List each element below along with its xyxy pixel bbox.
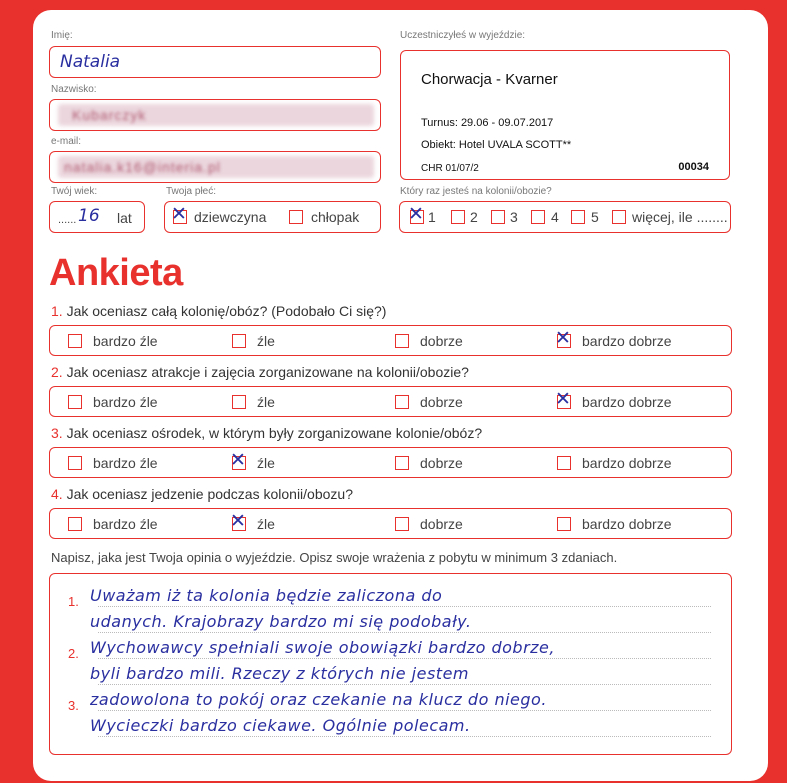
question-3-option-label: bardzo dobrze xyxy=(582,455,672,471)
question-3-text xyxy=(51,425,482,441)
check-mark-icon: ✕ xyxy=(171,203,187,225)
question-number: 1. xyxy=(51,303,63,319)
question-number: 3. xyxy=(51,425,63,441)
question-3-option-label: źle xyxy=(257,455,275,471)
check-mark-icon: ✕ xyxy=(408,203,424,225)
opinion-line-6: Wycieczki bardzo ciekawe. Ogólnie polecam. xyxy=(90,716,471,735)
question-3-checkbox-3[interactable] xyxy=(395,456,409,470)
times-option-3: 3 xyxy=(510,209,518,225)
question-3-checkbox-2[interactable] xyxy=(230,449,246,471)
opinion-dotted-line xyxy=(98,658,711,659)
question-4-option-label: bardzo źle xyxy=(93,516,158,532)
question-4-options xyxy=(49,508,732,539)
survey-card xyxy=(33,10,768,781)
wiek-field[interactable] xyxy=(49,201,145,233)
times-checkbox-1[interactable] xyxy=(408,203,424,225)
opinion-box[interactable] xyxy=(49,573,732,755)
times-option-1: 1 xyxy=(428,209,436,225)
opinion-dotted-line xyxy=(98,710,711,711)
imie-value: Natalia xyxy=(60,52,121,72)
question-2-options xyxy=(49,386,732,417)
question-3-option-label: dobrze xyxy=(420,455,463,471)
times-option-more: więcej, ile ........ xyxy=(632,209,728,225)
question-number: 4. xyxy=(51,486,63,502)
opinion-dotted-line xyxy=(98,632,711,633)
wiek-dots: ...... xyxy=(58,214,77,226)
trip-destination: Chorwacja - Kvarner xyxy=(421,71,558,88)
nazwisko-label: Nazwisko: xyxy=(51,84,97,95)
question-4-checkbox-3[interactable] xyxy=(395,517,409,531)
times-checkbox-5[interactable] xyxy=(571,210,585,224)
wiek-value: 16 xyxy=(78,206,100,226)
question-2-checkbox-3[interactable] xyxy=(395,395,409,409)
times-label: Który raz jesteś na kolonii/obozie? xyxy=(400,186,552,197)
question-label: Jak oceniasz ośrodek, w którym były zorganizowane kolonie/obóz? xyxy=(66,425,483,441)
plec-field xyxy=(164,201,381,233)
question-2-option-label: źle xyxy=(257,394,275,410)
question-2-option-label: dobrze xyxy=(420,394,463,410)
plec-option-dziewczyna: dziewczyna xyxy=(194,209,267,225)
trip-code: CHR 01/07/2 xyxy=(421,163,479,174)
times-option-4: 4 xyxy=(551,209,559,225)
email-label: e-mail: xyxy=(51,136,82,147)
opinion-line-3: Wychowawcy spełniali swoje obowiązki bardzo dobrze, xyxy=(90,638,555,657)
plec-checkbox-dziewczyna[interactable] xyxy=(171,203,187,225)
opinion-dotted-line xyxy=(98,736,711,737)
question-1-option-label: źle xyxy=(257,333,275,349)
question-4-checkbox-4[interactable] xyxy=(557,517,571,531)
email-field[interactable] xyxy=(49,151,381,183)
opinion-line-4: byli bardzo mili. Rzeczy z których nie jestem xyxy=(90,664,469,683)
opinion-dotted-line xyxy=(98,684,711,685)
survey-title: Ankieta xyxy=(49,252,183,294)
times-checkbox-4[interactable] xyxy=(531,210,545,224)
opinion-prompt: Napisz, jaka jest Twoja opinia o wyjeździe. Opisz swoje wrażenia z pobytu w minimum 3 zdaniach. xyxy=(51,550,618,565)
trip-label: Uczestniczyłeś w wyjeździe: xyxy=(400,30,526,41)
question-3-checkbox-1[interactable] xyxy=(68,456,82,470)
check-mark-icon: ✕ xyxy=(230,510,246,532)
question-3-options xyxy=(49,447,732,478)
times-option-5: 5 xyxy=(591,209,599,225)
question-1-option-label: bardzo dobrze xyxy=(582,333,672,349)
times-checkbox-3[interactable] xyxy=(491,210,505,224)
question-1-checkbox-3[interactable] xyxy=(395,334,409,348)
question-3-option-label: bardzo źle xyxy=(93,455,158,471)
plec-option-chlopak: chłopak xyxy=(311,209,360,225)
nazwisko-field[interactable] xyxy=(49,99,381,131)
question-4-option-label: dobrze xyxy=(420,516,463,532)
opinion-dotted-line xyxy=(98,606,711,607)
question-1-option-label: dobrze xyxy=(420,333,463,349)
question-label: Jak oceniasz atrakcje i zajęcia zorganizowane na kolonii/obozie? xyxy=(66,364,469,380)
imie-label: Imię: xyxy=(51,30,73,41)
trip-obiekt: Obiekt: Hotel UVALA SCOTT** xyxy=(421,139,572,151)
question-4-text xyxy=(51,486,353,502)
trip-turnus: Turnus: 29.06 - 09.07.2017 xyxy=(421,117,554,129)
question-4-checkbox-2[interactable] xyxy=(230,510,246,532)
wiek-label: Twój wiek: xyxy=(51,186,98,197)
plec-checkbox-chlopak[interactable] xyxy=(289,210,303,224)
plec-label: Twoja płeć: xyxy=(166,186,217,197)
question-1-checkbox-2[interactable] xyxy=(232,334,246,348)
question-2-checkbox-4[interactable] xyxy=(555,388,571,410)
question-number: 2. xyxy=(51,364,63,380)
imie-field[interactable] xyxy=(49,46,381,78)
question-1-option-label: bardzo źle xyxy=(93,333,158,349)
times-field xyxy=(399,201,731,233)
check-mark-icon: ✕ xyxy=(555,327,571,349)
question-1-checkbox-1[interactable] xyxy=(68,334,82,348)
question-2-checkbox-1[interactable] xyxy=(68,395,82,409)
times-checkbox-more[interactable] xyxy=(612,210,626,224)
question-2-option-label: bardzo dobrze xyxy=(582,394,672,410)
opinion-number-1: 1. xyxy=(68,594,79,609)
check-mark-icon: ✕ xyxy=(230,449,246,471)
question-label: Jak oceniasz jedzenie podczas kolonii/obozu? xyxy=(66,486,353,502)
question-label: Jak oceniasz całą kolonię/obóz? (Podobało Ci się?) xyxy=(66,303,387,319)
opinion-line-5: zadowolona to pokój oraz czekanie na klucz do niego. xyxy=(90,690,547,709)
question-2-option-label: bardzo źle xyxy=(93,394,158,410)
question-2-checkbox-2[interactable] xyxy=(232,395,246,409)
trip-number: 00034 xyxy=(678,161,709,173)
nazwisko-value: Kubarczyk xyxy=(72,107,147,123)
question-1-options xyxy=(49,325,732,356)
opinion-number-2: 2. xyxy=(68,646,79,661)
opinion-line-1: Uważam iż ta kolonia będzie zaliczona do xyxy=(90,586,443,605)
question-1-text xyxy=(51,303,386,319)
opinion-line-2: udanych. Krajobrazy bardzo mi się podobały. xyxy=(90,612,472,631)
email-value: natalia.k16@interia.pl xyxy=(64,159,221,175)
trip-info-box xyxy=(400,50,730,180)
question-4-option-label: źle xyxy=(257,516,275,532)
question-4-checkbox-1[interactable] xyxy=(68,517,82,531)
question-3-checkbox-4[interactable] xyxy=(557,456,571,470)
wiek-unit: lat xyxy=(117,210,132,226)
question-1-checkbox-4[interactable] xyxy=(555,327,571,349)
opinion-number-3: 3. xyxy=(68,698,79,713)
check-mark-icon: ✕ xyxy=(555,388,571,410)
question-2-text xyxy=(51,364,469,380)
times-option-2: 2 xyxy=(470,209,478,225)
times-checkbox-2[interactable] xyxy=(451,210,465,224)
question-4-option-label: bardzo dobrze xyxy=(582,516,672,532)
